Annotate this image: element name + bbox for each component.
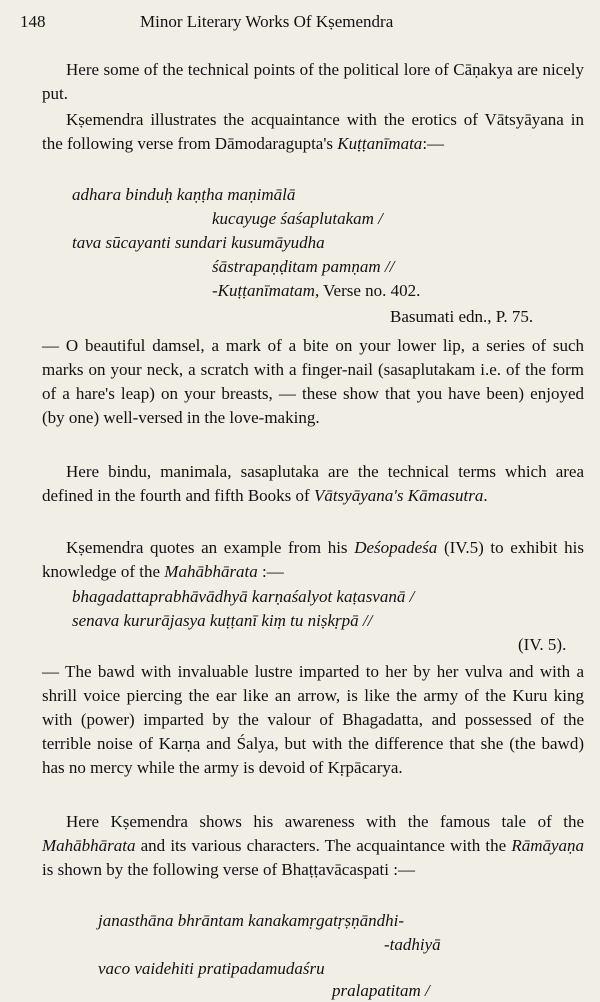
work-title: Deśopadeśa xyxy=(354,538,438,557)
verse-line: senava kururājasya kuṭṭanī kiṃ tu niṣkṛpā // xyxy=(72,611,373,630)
work-title: Vātsyāyana's Kāmasutra xyxy=(313,486,484,505)
running-title: Minor Literary Works Of Kṣemendra xyxy=(140,12,394,31)
work-title: Kuṭṭanīmata xyxy=(337,134,423,153)
verse-line: śāstrapaṇḍitam pamṇam // xyxy=(212,257,395,276)
verse-line: janasthāna bhrāntam kanakamṛgatṛṣṇāndhi- xyxy=(98,911,404,930)
verse-line: adhara binduḥ kaṇṭha maṇimālā xyxy=(72,185,296,204)
verse-line: kucayuge śaśaplutakam / xyxy=(212,209,383,228)
edition-note: Basumati edn., P. 75. xyxy=(390,307,534,326)
paragraph-text: Here bindu, manimala, sasaplutaka are the technical terms which area defined in the fourth and fifth Books of xyxy=(42,462,584,505)
source-detail: , Verse no. 402. xyxy=(314,281,421,300)
paragraph-desopadesa xyxy=(42,536,584,584)
source-title: -Kuṭṭanīmatam xyxy=(212,281,315,300)
verse-line: pralapatitam / xyxy=(332,981,430,1000)
paragraph-ramayana xyxy=(42,810,584,882)
verse-source xyxy=(212,280,420,302)
paragraph-text: :— xyxy=(262,562,284,581)
paragraph-text: and its various characters. The acquaintance with the xyxy=(140,836,507,855)
paragraph-text: Here Kṣemendra shows his awareness with the famous tale of the xyxy=(66,812,584,831)
paragraph-technical-terms xyxy=(42,460,584,508)
paragraph-text: is shown by the following verse of Bhaṭṭavācaspati :— xyxy=(42,860,415,879)
verse-line: tava sūcayanti sundari kusumāyudha xyxy=(72,233,325,252)
paragraph-translation-2: — The bawd with invaluable lustre imparted to her by her vulva and with a shrill voice piercing the ear like an arrow, is like the army of the Kuru king with (power) imparted by the valour of Bhagadatta, and possessed of the terrible noise of Karṇa and Śalya, but with the difference that she (the bawd) has no mercy while the army is devoid of Kṛpācarya. xyxy=(42,662,584,777)
paragraph-text: Kṣemendra illustrates the acquaintance with the erotics of Vātsyāyana in the following verse from Dāmodaragupta's xyxy=(42,110,584,153)
paragraph-translation-1: — O beautiful damsel, a mark of a bite on your lower lip, a series of such marks on your neck, a scratch with a finger-nail (sasaplutakam i.e. of the form of a hare's leap) on your breasts, — these show that you have been) enjoyed (by one) well-versed in the love-making. xyxy=(42,336,584,427)
paragraph-vatsyayana xyxy=(42,108,584,156)
work-title: Rāmāyaṇa xyxy=(511,836,585,855)
verse-reference: (IV. 5). xyxy=(518,635,567,654)
verse-line: bhagadattaprabhāvādhyā karṇaśalyot kaṭasvanā / xyxy=(72,587,415,606)
paragraph-canakya: Here some of the technical points of the political lore of Cāṇakya are nicely put. xyxy=(42,60,584,103)
paragraph-text: :— xyxy=(422,134,445,153)
verse-line: vaco vaidehiti pratipadamudaśru xyxy=(98,959,325,978)
paragraph-text: (IV.5) to exhibit his knowledge of the xyxy=(42,538,585,581)
verse-line: -tadhiyā xyxy=(384,935,441,954)
work-title: Mahābhārata xyxy=(42,836,136,855)
paragraph-text: . xyxy=(483,486,488,505)
paragraph-text: Kṣemendra quotes an example from his xyxy=(66,538,348,557)
page-number: 148 xyxy=(20,12,46,31)
work-title: Mahābhārata xyxy=(164,562,258,581)
